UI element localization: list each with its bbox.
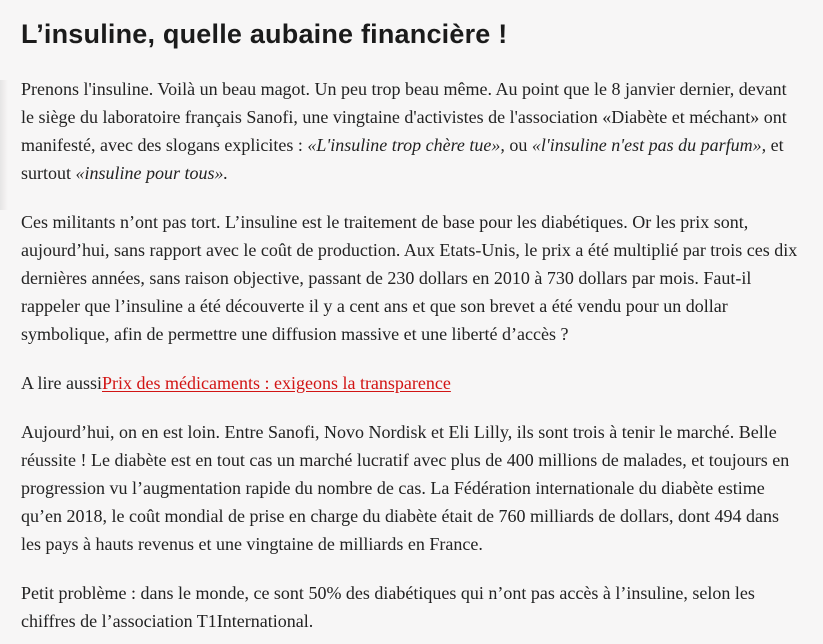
paragraph-3: Aujourd’hui, on en est loin. Entre Sanofi, Novo Nordisk et Eli Lilly, ils sont trois à tenir le marché. Belle réussite ! Le diabète est en tout cas un marché lucratif avec plus de 400 millions de malades, et toujours en progression vu l’augmentation rapide du nombre de cas. La Fédération internationale du diabète estime qu’en 2018, le coût mondial de prise en charge du diabète était de 760 milliards de dollars, dont 494 dans les pays à hauts revenus et une vingtaine de milliards en France. [21,422,790,554]
quote-3: «insuline pour tous». [75,163,229,183]
read-also-link[interactable]: Prix des médicaments : exigeons la transparence [102,373,451,393]
paragraph-1-text-c: et surtout [21,135,784,183]
paragraph-1-text-a: Prenons l'insuline. Voilà un beau magot. Un peu trop beau même. Au point que le 8 janvier dernier, devant le siège du laboratoire français Sanofi, une vingtaine d'activistes de l'association «Diabète et méchant» ont manifesté, avec des slogans explicites : [21,79,787,155]
paragraph-1-text-b: ou [504,135,532,155]
edge-shadow [0,80,8,210]
quote-2: «l'insuline n'est pas du parfum», [531,135,767,155]
article-title: L’insuline, quelle aubaine financière ! [21,19,508,49]
read-also-prefix: A lire aussi [21,373,102,393]
paragraph-1 [21,75,803,187]
paragraph-4: Petit problème : dans le monde, ce sont 50% des diabétiques qui n’ont pas accès à l’insuline, selon les chiffres de l’association T1International. [21,583,755,631]
read-also [21,369,803,397]
paragraph-2: Ces militants n’ont pas tort. L’insuline est le traitement de base pour les diabétiques. Or les prix sont, aujourd’hui, sans rapport avec le coût de production. Aux Etats-Unis, le prix a été multiplié par trois ces dix dernières années, sans raison objective, passant de 230 dollars en 2010 à 730 dollars par mois. Faut-il rappeler que l’insuline a été découverte il y a cent ans et que son brevet a été vendu pour un dollar symbolique, afin de permettre une diffusion massive et une liberté d’accès ? [21,212,798,344]
quote-1: «L'insuline trop chère tue», [307,135,505,155]
